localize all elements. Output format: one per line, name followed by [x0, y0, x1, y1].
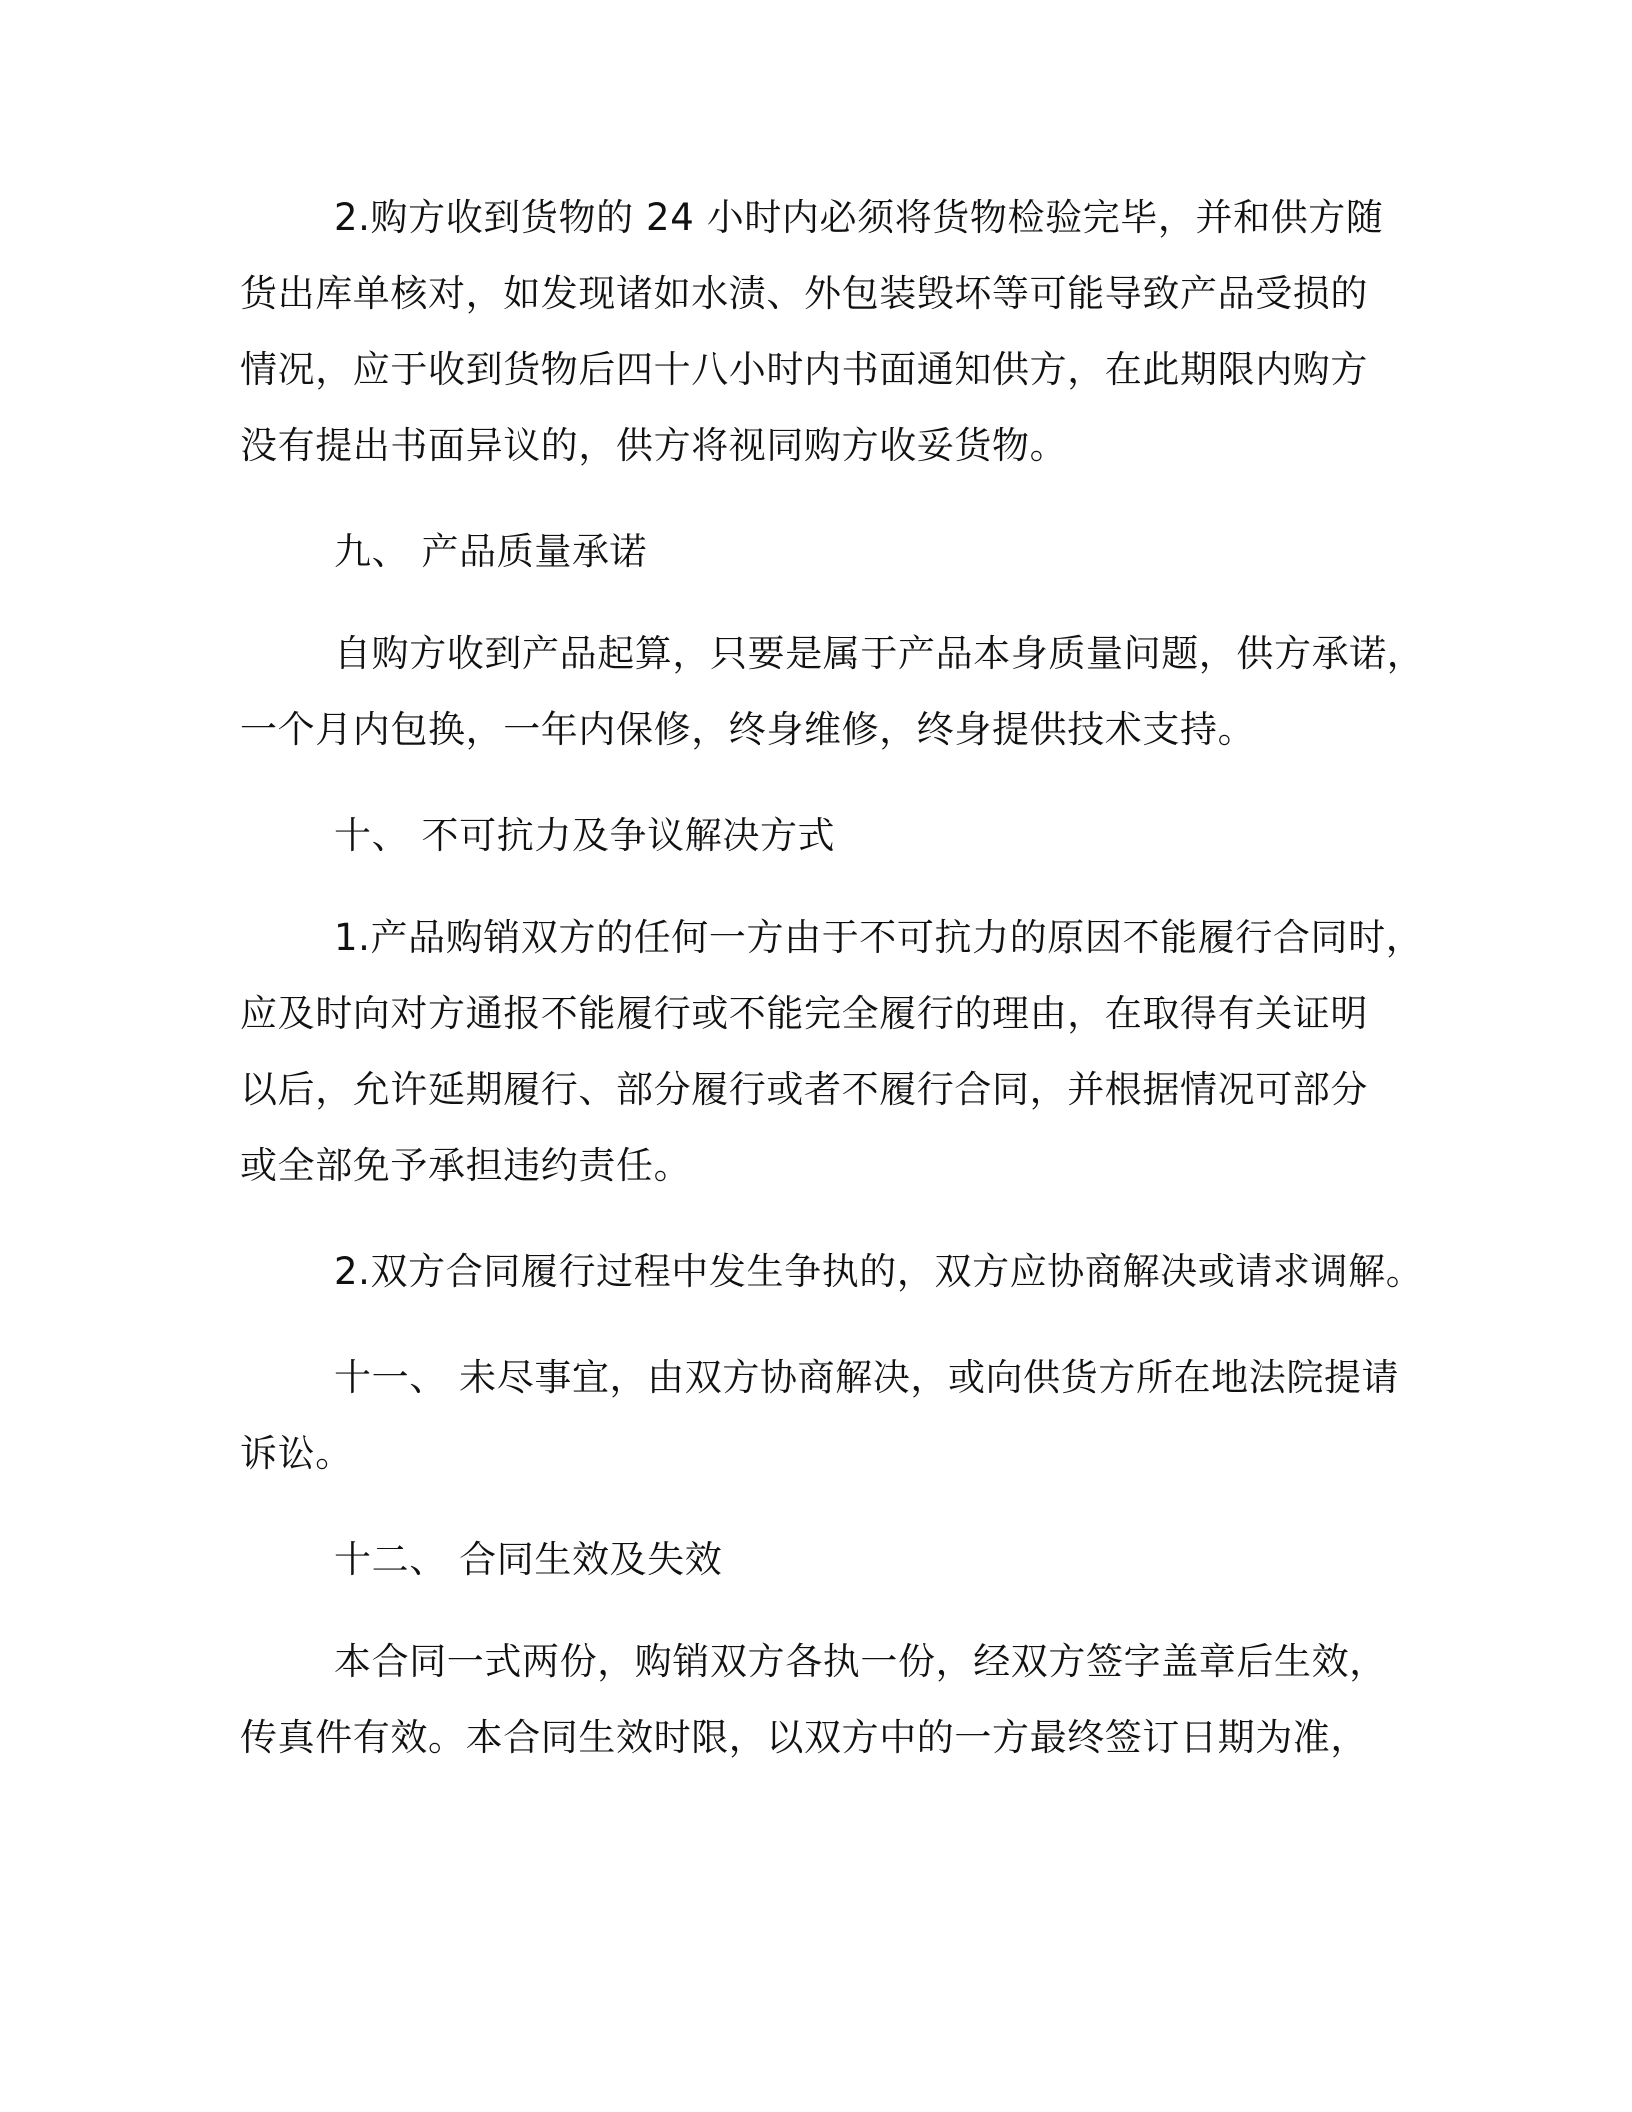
clause-8-2-line-1: 2.购方收到货物的 24 小时内必须将货物检验完毕，并和供方随: [334, 196, 1384, 239]
clause-8-2-line-2: 货出库单核对，如发现诸如水渍、外包装毁坏等可能导致产品受损的: [240, 272, 1368, 315]
clause-10-1-line-2: 应及时向对方通报不能履行或不能完全履行的理由，在取得有关证明: [240, 992, 1368, 1035]
section-12-body-line-2: 传真件有效。本合同生效时限，以双方中的一方最终签订日期为准，: [240, 1716, 1368, 1759]
clause-8-2-line-4: 没有提出书面异议的，供方将视同购方收妥货物。: [240, 424, 1068, 467]
section-12-heading: 十二、 合同生效及失效: [334, 1538, 723, 1581]
section-11-line-2: 诉讼。: [240, 1432, 353, 1475]
clause-8-2-line-3: 情况，应于收到货物后四十八小时内书面通知供方，在此期限内购方: [240, 348, 1368, 391]
section-9-body-line-2: 一个月内包换，一年内保修，终身维修，终身提供技术支持。: [240, 708, 1256, 751]
clause-10-1-line-4: 或全部免予承担违约责任。: [240, 1144, 692, 1187]
section-9-body-line-1: 自购方收到产品起算，只要是属于产品本身质量问题，供方承诺，: [334, 632, 1425, 675]
section-11-line-1: 十一、 未尽事宜，由双方协商解决，或向供货方所在地法院提请: [334, 1356, 1400, 1399]
section-9-heading: 九、 产品质量承诺: [334, 530, 648, 573]
section-12-body-line-1: 本合同一式两份，购销双方各执一份，经双方签字盖章后生效，: [334, 1640, 1387, 1683]
clause-10-1-line-3: 以后，允许延期履行、部分履行或者不履行合同，并根据情况可部分: [240, 1068, 1368, 1111]
clause-10-2: 2.双方合同履行过程中发生争执的，双方应协商解决或请求调解。: [334, 1250, 1424, 1293]
section-10-heading: 十、 不可抗力及争议解决方式: [334, 814, 836, 857]
clause-10-1-line-1: 1.产品购销双方的任何一方由于不可抗力的原因不能履行合同时，: [334, 916, 1424, 959]
